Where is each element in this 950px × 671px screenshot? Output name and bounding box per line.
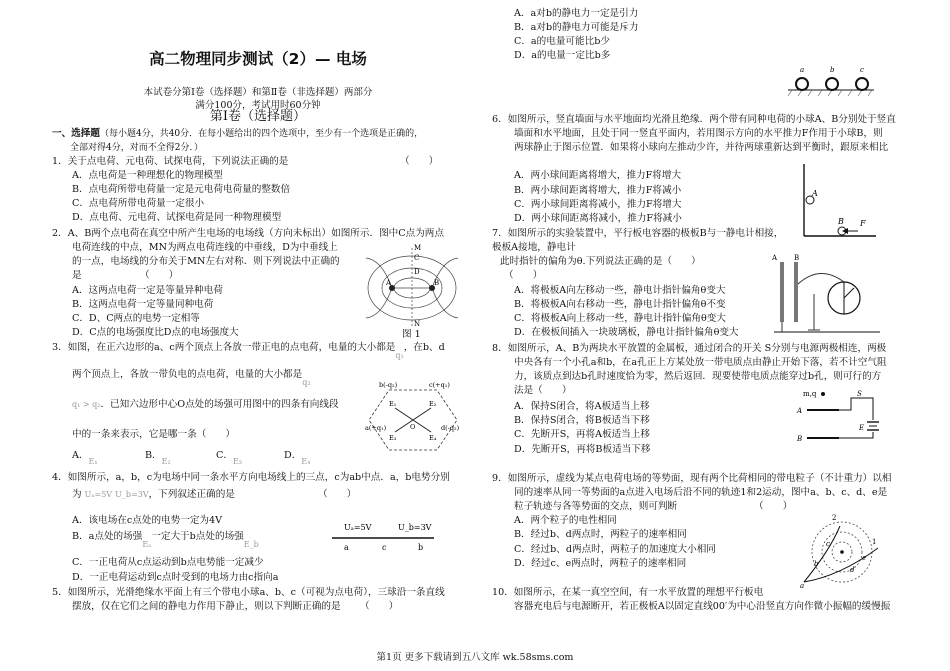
q5-line-1: 5．如图所示，光滑绝缘水平面上有三个带电小球a、b、c（可视为点电荷），三球沿一条直线: [52, 587, 445, 598]
q8-label-s: S: [857, 390, 862, 398]
q9-option-a: A．两个粒子的电性相同: [514, 515, 617, 526]
q7-paren: （ ）: [504, 270, 543, 281]
q8-label-a: A: [797, 407, 803, 415]
q6-option-c: C．两小球间距离将减小，推力F将增大: [514, 199, 682, 210]
page-title: 高二物理同步测试（2）— 电场: [149, 50, 367, 68]
q3-label-a: a(+q₁): [365, 424, 387, 432]
q9-label-2: 2: [832, 514, 837, 522]
q9-option-d: D．经过c、e两点时，两粒子的速率相同: [514, 558, 687, 569]
q5-label-c: c: [860, 66, 864, 74]
q1-option-c: C．点电荷所带电荷量一定很小: [72, 198, 205, 209]
q2-label-n: N: [414, 320, 421, 328]
q3-option-b: [145, 449, 171, 466]
q3-opt-a-label: A．: [72, 450, 89, 461]
q10-line-2: 容器充电后与电源断开，若正极板A以固定直线00′为中心沿竖直方向作微小振幅的缓慢振: [514, 601, 891, 612]
q8-label-e: E: [859, 424, 865, 432]
q3-label-e1: E₁: [389, 400, 397, 408]
q8-line-1: 8．如图所示，A、B为两块水平放置的金属板，通过闭合的开关 S分别与电源两极相连，两极: [492, 343, 887, 354]
q9-paren: （ ）: [754, 501, 793, 512]
q3-option-c: [216, 449, 242, 466]
intro-line-1: 本试卷分第Ⅰ卷（选择题）和第Ⅱ卷（非选择题）两部分: [143, 87, 373, 98]
q4-option-b: [72, 530, 259, 549]
q9-label-1: 1: [872, 538, 877, 546]
q3-line-3-text: ．已知六边形中心O点处的场强可用图中的四条有向线段: [100, 399, 339, 410]
q3-label-b: b(-q₂): [379, 381, 398, 389]
q5-paren: （ ）: [360, 601, 399, 612]
q6-option-b: B．两小球间距离将增大，推力F将减小: [514, 185, 682, 196]
q9-line-3: 粒子轨迹与各等势面的交点，则可判断: [514, 501, 678, 512]
q9-line-1: 9．如图所示，虚线为某点电荷电场的等势面，现有两个比荷相同的带电粒子（不计重力）以相: [492, 473, 892, 484]
section-desc-1: （每小题4分，共40分．在每小题给出的四个选项中，至少有一个选项是正确的，: [99, 129, 424, 139]
q8-line-3: 力，该质点到达b孔时速度恰为零，然后返回．现要使带电质点能穿过b孔，则可行的方: [514, 371, 882, 382]
q4-opt-b-mid: 一定大于b点处的场强: [151, 531, 244, 542]
q3-opt-b-sym: E₂: [161, 457, 171, 466]
q4-fig-b: b: [418, 543, 424, 552]
q4-fig-c: c: [382, 543, 387, 552]
q9-option-b: B．经过b、d两点时，两粒子的速率相同: [514, 529, 687, 540]
q5-balls-figure: [788, 64, 876, 98]
q2-line-2: 电荷连线的中点，MN为两点电荷连线的中垂线，D为中垂线上: [72, 242, 338, 253]
q8-line-4: 法是（ ）: [514, 385, 572, 396]
q3-opt-c-label: C．: [216, 450, 233, 461]
section-label: 一、选择题: [52, 128, 100, 139]
q2-line-1: 2．A、B两个点电荷在真空中所产生电场的电场线（方向未标出）如图所示．图中C点为两点: [52, 228, 444, 239]
q2-option-d: D．C点的电场强度比D点的电场强度大: [72, 327, 239, 338]
q2-line-3: 的一点，电场线的分布关于MN左右对称．则下列说法中正确的: [72, 256, 340, 267]
q3-opt-c-sym: E₃: [232, 457, 242, 466]
q2-paren: （ ）: [140, 270, 179, 281]
q7-option-d: D．在极板间插入一块玻璃板，静电计指针偏角θ变大: [514, 327, 739, 338]
q3-line-2: [72, 368, 311, 387]
q3-opt-d-sym: E₄: [301, 457, 311, 466]
q4-opt-b-head: B．a点处的场强: [72, 531, 143, 542]
q2-line-4: 是: [72, 270, 82, 281]
q1-option-d: D．点电荷、元电荷、试探电荷是同一种物理模型: [72, 212, 282, 223]
q6-label-f: F: [860, 219, 866, 228]
q3-opt-b-label: B．: [145, 450, 162, 461]
q7-line-3: 此时指针的偏角为θ.下列说法正确的是（ ）: [500, 256, 701, 267]
q8-label-mq: m,q: [803, 390, 817, 398]
q4-fig-a: a: [344, 543, 349, 552]
q8-option-a: A．保持S闭合，将A板适当上移: [514, 401, 650, 412]
q9-line-2: 同的速率从同一等势面的a点进入电场后沿不同的轨迹1和2运动，图中a、b、c、d、e是: [514, 487, 888, 498]
q9-label-b: b: [814, 560, 819, 568]
q3-line-1-text: 3．如图，在正六边形的a、c两个顶点上各放一带正电的点电荷，电量的大小都是: [52, 342, 396, 353]
q4-line-2a: 为: [72, 489, 82, 500]
q7-line-2: 极板A接地，静电计: [492, 242, 576, 253]
q4-paren: （ ）: [318, 489, 357, 500]
q6-label-b: B: [838, 217, 844, 226]
q6-option-a: A．两小球间距离将增大，推力F将增大: [514, 170, 682, 181]
q4-option-d: D．一正电荷运动到c点时受到的电场力由c指向a: [72, 572, 279, 583]
q3-label-e3: E₃: [389, 434, 397, 442]
q3-hexagon-figure: [365, 378, 461, 458]
q3-label-e4: E₄: [429, 434, 437, 442]
q5-option-b: B．a对b的静电力可能是斥力: [514, 22, 639, 33]
q5-label-a: a: [800, 66, 805, 74]
q4-fig-ua: Uₐ=5V: [344, 523, 372, 532]
q8-line-2: 中央各有一个小孔a和b，在a孔正上方某处放一带电质点由静止开始下落，若不计空气阻: [514, 357, 887, 368]
q7-line-1: 7．如图所示的实验装置中，平行板电容器的极板B与一静电计相接，: [492, 228, 784, 239]
q3-option-a: [72, 449, 98, 466]
q3-sym-q2: q₂: [302, 378, 311, 387]
q9-label-a: a: [800, 582, 805, 590]
q8-circuit-figure: [795, 388, 881, 454]
q1-option-b: B．点电荷所带电荷量一定是元电荷电荷量的整数倍: [72, 184, 291, 195]
section-header: [52, 127, 423, 141]
q9-label-c: c: [826, 540, 830, 548]
q7-option-a: A．将极板A向左移动一些，静电计指针偏角θ变大: [514, 285, 726, 296]
q2-label-b: B: [434, 279, 440, 287]
q5-line-2: 摆放，仅在它们之间的静电力作用下静止，则以下判断正确的是: [72, 601, 341, 612]
q7-label-b: B: [794, 254, 800, 262]
q5-option-a: A．a对b的静电力一定是引力: [514, 8, 639, 19]
q2-label-a: A: [386, 279, 392, 287]
q4-ua: Uₐ=5V: [84, 490, 113, 499]
q4-line-figure: [330, 516, 440, 558]
q3-line-1b: ，在b、d: [403, 342, 445, 353]
q8-option-b: B．保持S闭合，将B板适当下移: [514, 415, 650, 426]
page-footer: 第1页 更多下载请到五八文库 wk.58sms.com: [376, 652, 574, 663]
q9-equipotential-figure: [800, 510, 884, 590]
q5-option-d: D．a的电量一定比b多: [514, 50, 611, 61]
q8-option-d: D．先断开S，再将B板适当下移: [514, 444, 651, 455]
q5-label-b: b: [830, 66, 835, 74]
q4-ea: Eₐ: [142, 540, 152, 549]
q4-ub: U_b=3V: [115, 490, 149, 499]
q4-line-1: 4．如图所示，a，b，c为电场中同一条水平方向电场线上的三点，c为ab中点．a，b电势分别: [52, 472, 450, 483]
q4-option-a: A．该电场在c点处的电势一定为4V: [72, 515, 223, 526]
q6-wall-figure: [798, 160, 878, 244]
q4-line-2b: ，下列叙述正确的是: [148, 489, 235, 500]
q10-line-1: 10．如图所示，在某一真空空间，有一水平放置的理想平行板电: [492, 587, 764, 598]
intro-line-2: 满分100分，考试用时60分钟: [195, 100, 321, 111]
q6-line-2: 墙面和水平地面，且处于同一竖直平面内，若用图示方向的水平推力F作用于小球B，则: [514, 128, 883, 139]
q2-figure-caption: 图 1: [402, 329, 421, 340]
q4-option-c: C．一正电荷从c点运动到b点电势能一定减少: [72, 557, 264, 568]
q3-line-4: 中的一条来表示，它是哪一条（ ）: [72, 429, 236, 440]
q8-label-b: B: [797, 435, 803, 443]
q3-opt-a-sym: E₁: [88, 457, 98, 466]
q3-option-d: [284, 449, 311, 466]
q6-line-3: 两球静止于图示位置．如果将小球向左推动少许，并待两球重新达到平衡时，跟原来相比: [514, 142, 889, 153]
q5-option-c: C．a的电量可能比b少: [514, 36, 610, 47]
q6-option-d: D．两小球间距离将减小，推力F将减小: [514, 213, 682, 224]
q3-label-c: c(+q₁): [429, 381, 450, 389]
q3-opt-d-label: D．: [284, 450, 302, 461]
q4-eb: E_b: [243, 540, 259, 549]
q3-sym-q1: q₁: [395, 351, 404, 360]
q6-line-1: 6．如图所示，竖直墙面与水平地面均光滑且绝缘．两个带有同种电荷的小球A、B分别处于竖直: [492, 114, 896, 125]
q4-line-2: [72, 488, 235, 502]
q2-option-b: B．这两点电荷一定等量同种电荷: [72, 299, 214, 310]
q7-option-c: C．将极板A向上移动一些，静电计指针偏角θ变大: [514, 313, 726, 324]
q1-option-a: A．点电荷是一种理想化的物理模型: [72, 170, 223, 181]
q2-option-a: A．这两点电荷一定是等量异种电荷: [72, 285, 223, 296]
q4-fig-ub: U_b=3V: [398, 523, 432, 532]
q1-paren: （ ）: [400, 156, 439, 167]
section-desc-2: 全部对得4分，对而不全得2分．）: [70, 143, 203, 153]
q6-label-a: A: [812, 189, 818, 198]
q2-label-d: D: [414, 268, 420, 276]
q8-option-c: C．先断开S，再将A板适当上移: [514, 429, 650, 440]
q3-label-d: d(-q₂): [441, 424, 460, 432]
q7-option-b: B．将极板A向右移动一些，静电计指针偏角θ不变: [514, 299, 726, 310]
q3-line-1: [52, 341, 445, 360]
q3-line-3: [72, 398, 339, 412]
q7-electroscope-figure: [770, 254, 882, 338]
q2-field-figure: [362, 240, 462, 328]
q3-line-2-text: 两个顶点上，各放一带负电的点电荷，电量的大小都是: [72, 369, 303, 380]
volume-heading: 第Ⅰ卷（选择题）: [209, 109, 307, 124]
q2-label-c: C: [414, 254, 420, 262]
q9-label-e: e: [862, 554, 867, 562]
q2-option-c: C．D、C两点的电势一定相等: [72, 313, 200, 324]
q2-label-m: M: [414, 244, 422, 252]
q7-label-a: A: [772, 254, 778, 262]
q1-stem: 1．关于点电荷、元电荷、试探电荷，下列说法正确的是: [52, 156, 289, 167]
q3-sym-compare: q₁ > q₂: [72, 400, 101, 409]
q9-option-c: C．经过b、d两点时，两粒子的加速度大小相同: [514, 544, 716, 555]
q9-label-d: d: [850, 566, 855, 574]
q3-label-o: O: [410, 423, 416, 431]
q3-label-e2: E₂: [429, 400, 437, 408]
